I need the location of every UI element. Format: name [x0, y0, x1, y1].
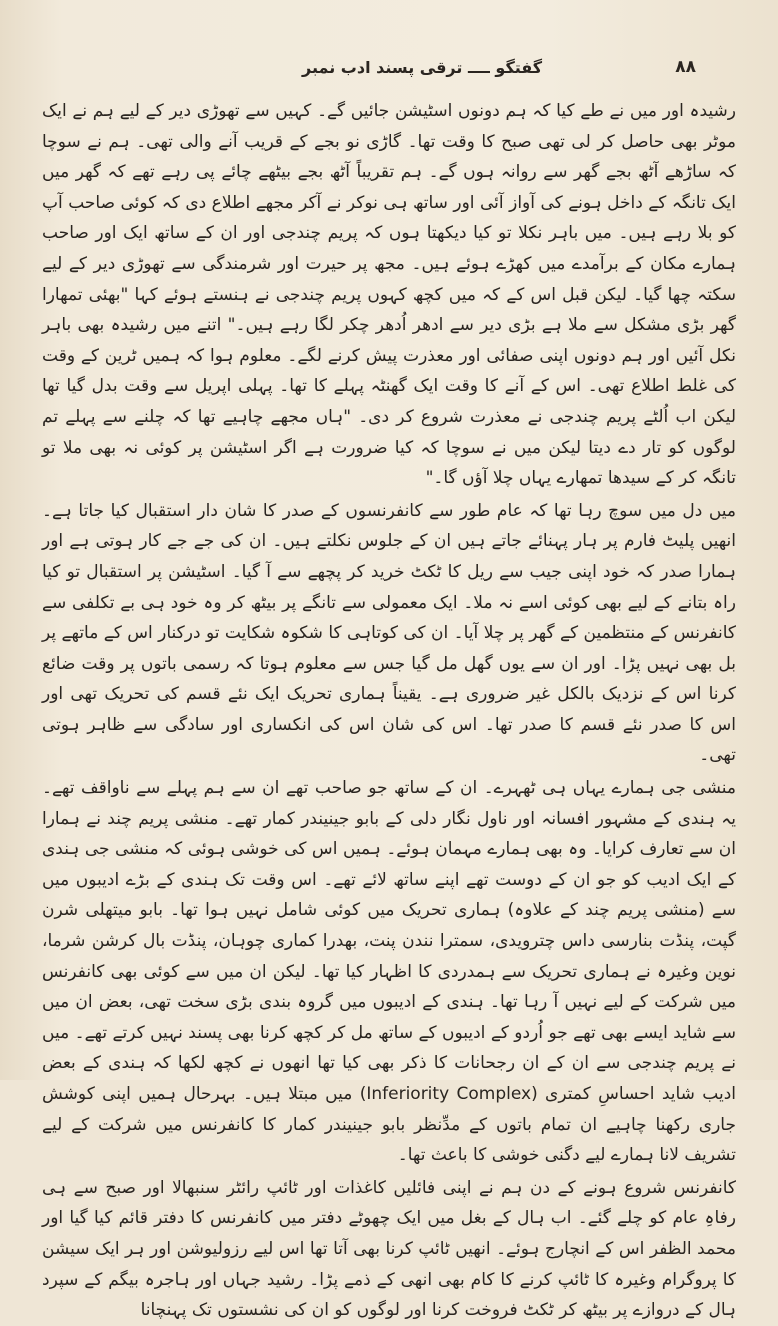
- body-text: [42, 96, 736, 1326]
- page-number: ۸۸: [675, 57, 696, 77]
- paragraph-3: منشی جی ہمارے یہاں ہی ٹھہرے۔ ان کے ساتھ جو صاحب تھے ان سے ہم پہلے سے ناواقف تھے۔ یہ ہندی کے مشہور افسانہ اور ناول نگار دلی کے بابو جینیندر کمار تھے۔ منشی پریم چند نے ہمارا ان سے تعارف کرایا۔ وہ بھی ہمارے مہمان ہوئے۔ ہمیں اس کی خوشی ہوئی کہ منشی جی ہندی کے ایک ادیب کو جو ان کے دوست تھے اپنے ساتھ لائے تھے۔ اس وقت تک ہندی کے بڑے ادیبوں میں سے (منشی پریم چند کے علاوہ) ہماری تحریک میں کوئی شامل نہیں ہوا تھا۔ بابو میتھلی شرن گپت، پنڈت بنارسی داس چترویدی، سمترا نندن پنت، بھدرا کماری چوہان، پنڈت بال کرشن شرما، نوین وغیرہ نے ہماری تحریک سے ہمدردی کا اظہار کیا تھا۔ لیکن ان میں سے کوئی بھی کانفرنس میں شرکت کے لیے نہیں آ رہا تھا۔ ہندی کے ادیبوں میں گروہ بندی بڑی سخت تھی، بعض ان میں سے شاید ایسے بھی تھے جو اُردو کے ادیبوں کے ساتھ مل کر کچھ کرنا بھی پسند نہیں کرتے تھے۔ میں نے پریم چندجی سے ان کے ان رجحانات کا ذکر بھی کیا تھا انھوں نے کچھ لکھا کہ ہندی کے بعض ادیب شاید احساسِ کمتری (Inferiority Complex) میں مبتلا ہیں۔ بہرحال ہمیں اپنی کوشش جاری رکھنا چاہیے ان تمام باتوں کے مدِّنظر بابو جینیندر کمار کا کانفرنس میں شرکت کے لیے تشریف لانا ہمارے لیے دگنی خوشی کا باعث تھا۔: [42, 778, 736, 1166]
- paragraph-4: کانفرنس شروع ہونے کے دن ہم نے اپنی فائلیں کاغذات اور ٹائپ رائٹر سنبھالا اور صبح سے ہی رفاہِ عام کو چلے گئے۔ اب ہال کے بغل میں ایک چھوٹے دفتر میں کانفرنس کا دفتر قائم کیا گیا اور محمد الظفر اس کے انچارج ہوئے۔ انھیں ٹائپ کرنا بھی آتا تھا اس لیے رزولیوشن اور ہر ایک سیشن کا پروگرام وغیرہ کا ٹائپ کرنے کا کام بھی انھی کے ذمے پڑا۔ رشید جہاں اور ہاجرہ بیگم کے سپرد ہال کے دروازے پر بیٹھ کر ٹکٹ فروخت کرنا اور لوگوں کو ان کی نشستوں تک پہنچانا: [42, 1177, 736, 1321]
- page-header: [42, 52, 736, 82]
- paragraph-2: میں دل میں سوچ رہا تھا کہ عام طور سے کانفرنسوں کے صدر کا شان دار استقبال کیا جاتا ہے۔ انھیں پلیٹ فارم پر ہار پہنائے جاتے ہیں ان کے جلوس نکلتے ہیں۔ ان کی جے جے کار ہوتی ہے اور ہمارا صدر کہ خود اپنی جیب سے ریل کا ٹکٹ خرید کر پچھے سے آ گیا۔ اسٹیشن پر استقبال تو کیا راہ بتانے کے لیے بھی کوئی اسے نہ ملا۔ ایک معمولی سے تانگے پر بیٹھ کر وہ خود ہی بے تکلفی سے کانفرنس کے منتظمین کے گھر پر چلا آیا۔ ان کی کوتاہی کا شکوہ شکایت تو درکنار اس کے ماتھے پر بل بھی نہیں پڑا۔ اور ان سے یوں گھل مل گیا جس سے معلوم ہوتا کہ رسمی باتوں پر وقت ضائع کرنا اس کے نزدیک بالکل غیر ضروری ہے۔ یقیناً ہماری تحریک ایک نئے قسم کی تحریک تھی اور اس کا صدر نئے قسم کا صدر تھا۔ اس کی شان اس کی انکساری اور سادگی سے ظاہر ہوتی تھی۔: [42, 500, 736, 766]
- running-head: گفتگو ــــ ترقی پسند ادب نمبر: [302, 57, 543, 77]
- paragraph-1: رشیدہ اور میں نے طے کیا کہ ہم دونوں اسٹیشن جائیں گے۔ کہیں سے تھوڑی دیر کے لیے ہم نے ایک موٹر بھی حاصل کر لی تھی صبح کا وقت تھا۔ گاڑی نو بجے کے قریب آنے والی تھی۔ ہم نے سوچا کہ ساڑھے آٹھ بجے گھر سے روانہ ہوں گے۔ ہم تقریباً آٹھ بجے بیٹھے چائے پی رہے تھے کہ گھر میں ایک تانگہ کے داخل ہونے کی آواز آئی اور ساتھ ہی نوکر نے آکر مجھے اطلاع دی کہ کوئی صاحب آپ کو بلا رہے ہیں۔ میں باہر نکلا تو کیا دیکھتا ہوں کہ پریم چندجی اور ان کے ساتھ ایک اور صاحب ہمارے مکان کے برآمدے میں کھڑے ہوئے ہیں۔ مجھ پر حیرت اور شرمندگی سے تھوڑی دیر کے لیے سکتہ چھا گیا۔ لیکن قبل اس کے کہ میں کچھ کہوں پریم چندجی نے ہنستے ہوئے کہا "بھئی تمھارا گھر بڑی مشکل سے ملا ہے بڑی دیر سے ادھر اُدھر چکر لگا رہے ہیں۔" اتنے میں رشیدہ بھی باہر نکل آئیں اور ہم دونوں اپنی صفائی اور معذرت پیش کرنے لگے۔ معلوم ہوا کہ ہمیں ٹرین کے وقت کی غلط اطلاع تھی۔ اس کے آنے کا وقت ایک گھنٹہ پہلے کا تھا۔ پہلی اپریل سے وقت بدل گیا تھا لیکن اب اُلٹے پریم چندجی نے معذرت شروع کر دی۔ "ہاں مجھے چاہیے تھا کہ چلنے سے پہلے تم لوگوں کو تار دے دیتا لیکن میں نے سوچا کہ کیا ضرورت ہے اگر اسٹیشن پر کوئی نہ بھی ملا تو تانگہ کر کے سیدھا تمھارے یہاں چلا آؤں گا۔": [42, 101, 736, 489]
